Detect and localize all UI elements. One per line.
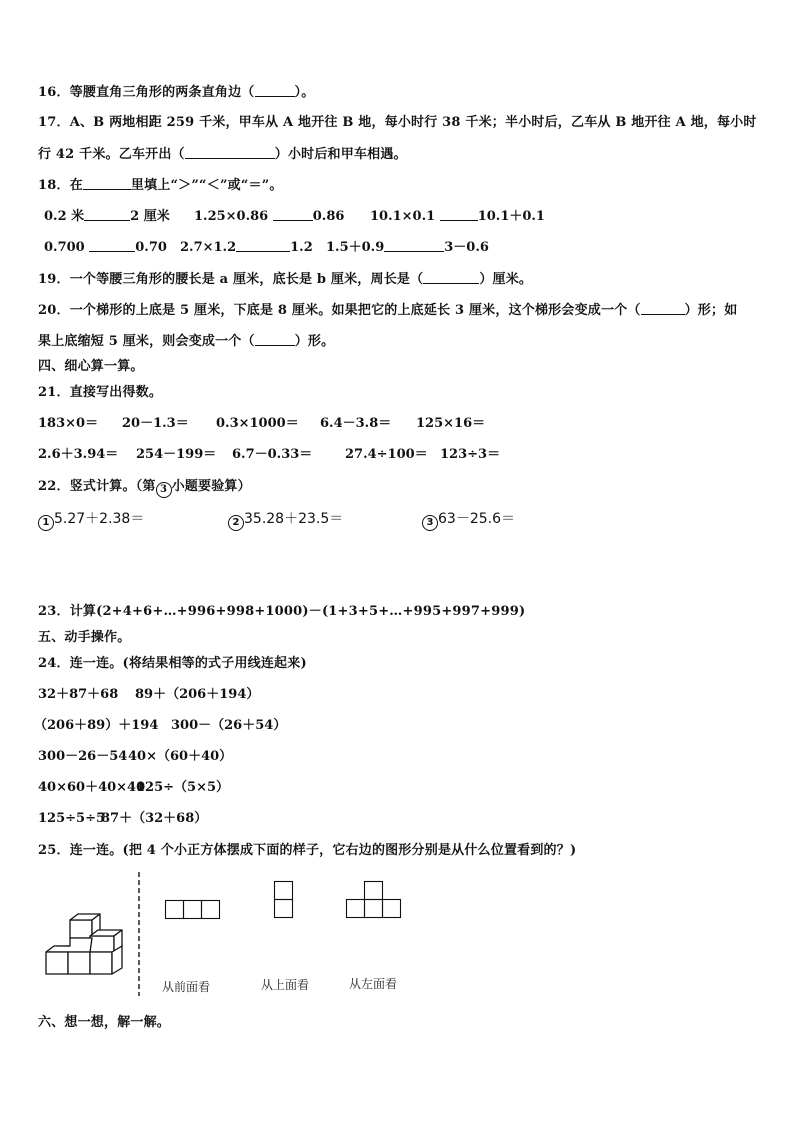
circled-number: 3 (422, 515, 438, 531)
compare-item: 1.5＋0.9 3－0.6 (326, 240, 489, 255)
match-right-item: 87＋（32＋68） (101, 811, 208, 826)
question-22-title: 22．竖式计算。（第 3 小题要验算） (38, 479, 251, 498)
answer-blank (255, 333, 295, 346)
section-5-heading: 五、动手操作。 (38, 630, 131, 645)
question-25-title: 25．连一连。(把 4 个小正方体摆成下面的样子，它右边的图形分别是从什么位置看到的？) (38, 843, 577, 858)
compare-item: 0.2 米 2 厘米 (44, 209, 170, 224)
question-19: 19．一个等腰三角形的腰长是 a 厘米，底长是 b 厘米，周长是（ ）厘米。 (38, 272, 533, 287)
answer-blank (84, 208, 130, 221)
dashed-divider (137, 872, 141, 996)
answer-blank (384, 239, 444, 252)
question-23: 23．计算(2+4+6+…+996+998+1000)－(1+3+5+…+995+997+999) (38, 604, 526, 619)
question-21-title: 21．直接写出得数。 (38, 385, 163, 400)
question-20-line-2: 果上底缩短 5 厘米，则会变成一个（ ）形。 (38, 334, 335, 349)
answer-blank (423, 271, 479, 284)
compare-item: 2.7×1.2 1.2 (180, 240, 313, 255)
match-right-item: 40×（60＋40） (128, 749, 233, 764)
view-label-top: 从上面看 (261, 978, 310, 992)
match-left-item: 32＋87＋68 (38, 687, 119, 702)
question-18-intro: 18．在 里填上“＞”“＜”或“＝”。 (38, 178, 283, 193)
circled-number: 1 (38, 515, 54, 531)
answer-blank (236, 239, 290, 252)
calc-item: 183×0＝ (38, 416, 99, 431)
match-left-item: （206＋89）＋194 (34, 718, 159, 733)
vertical-calc-item: 1 5.27＋2.38＝ (38, 511, 144, 531)
calc-item: 0.3×1000＝ (216, 416, 299, 431)
match-right-item: 300－（26＋54） (171, 718, 287, 733)
match-right-item: 125÷（5×5） (136, 780, 230, 795)
question-20-line-1: 20．一个梯形的上底是 5 厘米，下底是 8 厘米。如果把它的上底延长 3 厘米，这个梯形会变成一个（ ）形；如 (38, 303, 738, 318)
answer-blank (273, 208, 313, 221)
match-right-item: 89＋（206＋194） (135, 687, 260, 702)
cube-stack-figure (40, 912, 130, 982)
calc-item: 123÷3＝ (440, 447, 501, 462)
section-4-heading: 四、细心算一算。 (38, 359, 144, 374)
view-label-front: 从前面看 (162, 980, 211, 994)
answer-blank (89, 239, 135, 252)
calc-item: 125×16＝ (416, 416, 486, 431)
view-shape-1 (165, 900, 221, 920)
circled-number: 2 (228, 515, 244, 531)
calc-item: 254－199＝ (136, 447, 217, 462)
circled-number: 3 (156, 482, 172, 498)
view-shape-3 (346, 881, 402, 919)
question-24-title: 24．连一连。(将结果相等的式子用线连起来) (38, 656, 307, 671)
compare-item: 0.700 0.70 (44, 240, 167, 255)
calc-item: 6.7－0.33＝ (232, 447, 313, 462)
view-shape-2 (274, 881, 294, 919)
section-6-heading: 六、想一想，解一解。 (38, 1015, 171, 1030)
question-17-line-2: 行 42 千米。乙车开出（ ）小时后和甲车相遇。 (38, 147, 407, 162)
question-16: 16．等腰直角三角形的两条直角边（ ）。 (38, 85, 315, 100)
calc-item: 20－1.3＝ (122, 416, 189, 431)
view-label-left: 从左面看 (349, 977, 398, 991)
answer-blank (440, 208, 478, 221)
answer-blank (641, 302, 685, 315)
match-left-item: 300－26－54 (38, 749, 128, 764)
answer-blank (83, 177, 131, 190)
compare-item: 1.25×0.86 0.86 (194, 209, 345, 224)
calc-item: 6.4－3.8＝ (320, 416, 392, 431)
answer-blank (185, 146, 275, 159)
match-left-item: 125÷5÷5 (38, 811, 106, 826)
question-17-line-1: 17．A、B 两地相距 259 千米，甲车从 A 地开往 B 地，每小时行 38 千米；半小时后，乙车从 B 地开往 A 地，每小时 (38, 115, 757, 130)
calc-item: 2.6＋3.94＝ (38, 447, 119, 462)
vertical-calc-item: 2 35.28＋23.5＝ (228, 511, 343, 531)
match-left-item: 40×60＋40×40 (38, 780, 146, 795)
answer-blank (255, 84, 295, 97)
compare-item: 10.1×0.1 10.1＋0.1 (370, 209, 545, 224)
vertical-calc-item: 3 63－25.6＝ (422, 511, 515, 531)
calc-item: 27.4÷100＝ (345, 447, 428, 462)
